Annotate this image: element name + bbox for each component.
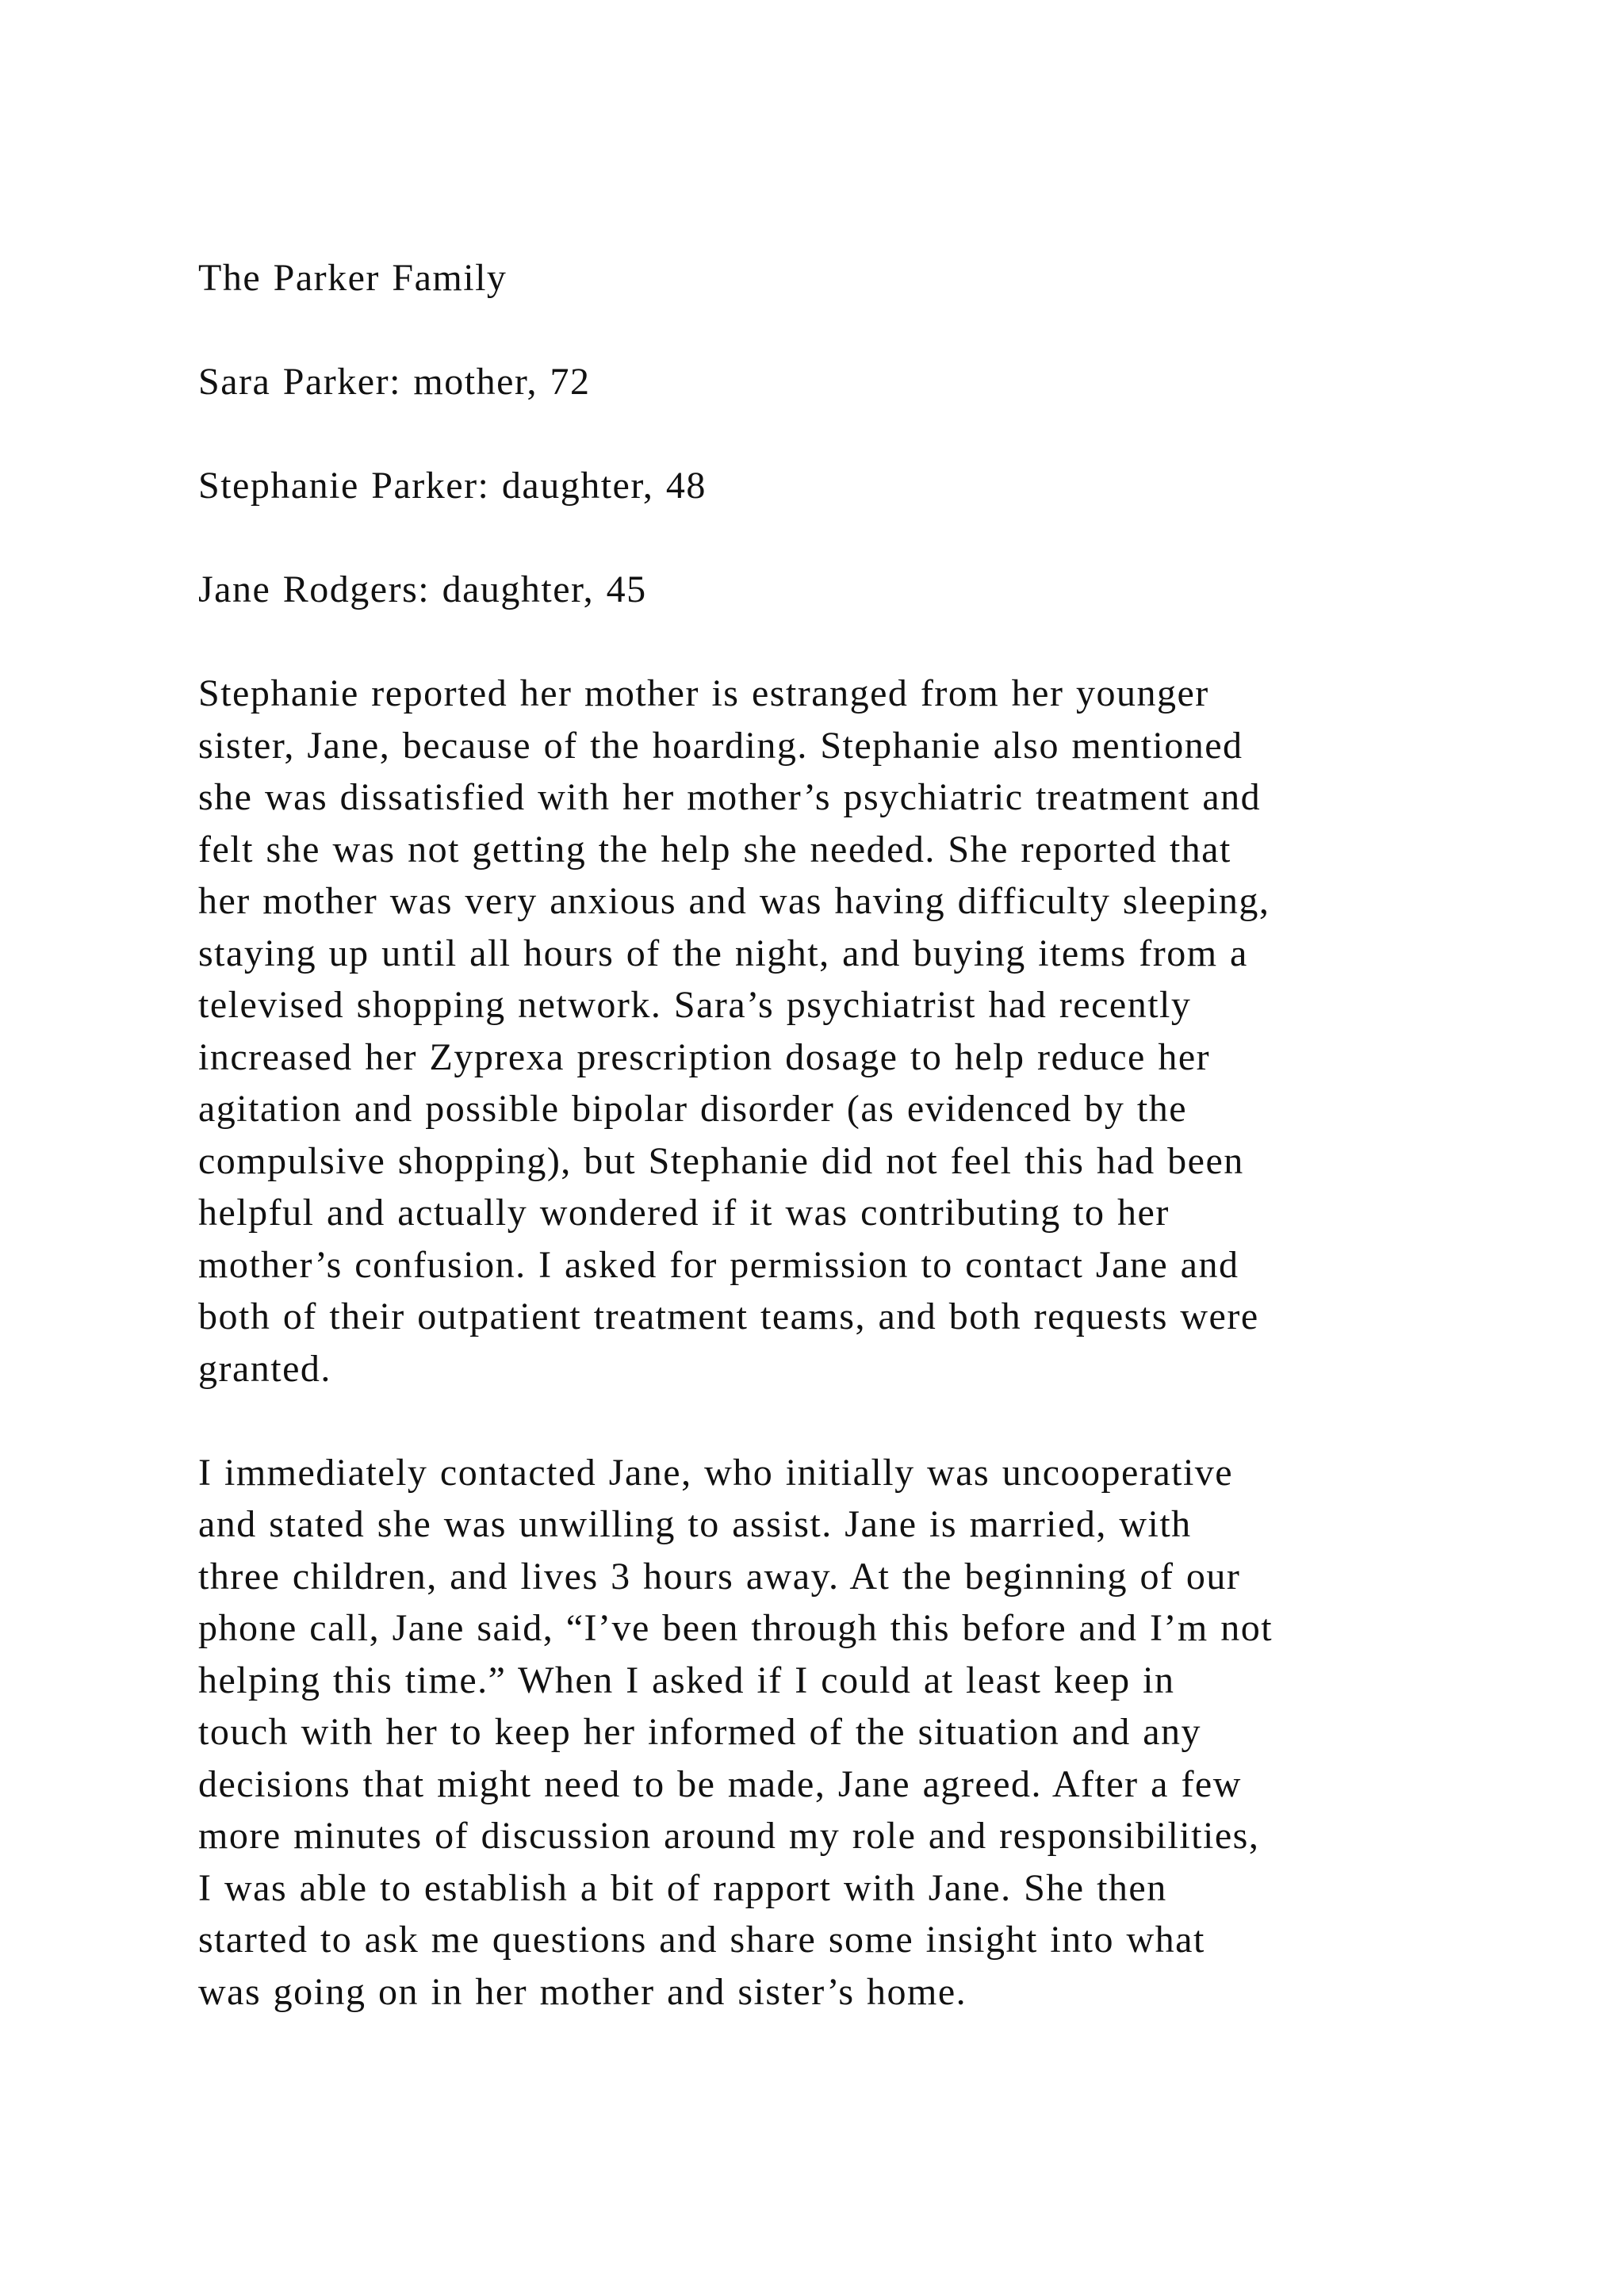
family-member-jane: Jane Rodgers: daughter, 45 bbox=[198, 568, 647, 610]
paragraph-jane-contact bbox=[198, 1447, 1499, 2019]
paragraph-line: Stephanie reported her mother is estranged from her younger bbox=[198, 672, 1209, 714]
paragraph-line: helpful and actually wondered if it was contributing to her bbox=[198, 1192, 1170, 1234]
paragraph-line: started to ask me questions and share some insight into what bbox=[198, 1919, 1205, 1961]
paragraph-line: granted. bbox=[198, 1347, 331, 1390]
paragraph-line: phone call, Jane said, “I’ve been through this before and I’m not bbox=[198, 1607, 1274, 1649]
family-member-sara: Sara Parker: mother, 72 bbox=[198, 361, 591, 403]
paragraph-line: and stated she was unwilling to assist. Jane is married, with bbox=[198, 1503, 1192, 1545]
paragraph-line: she was dissatisfied with her mother’s psychiatric treatment and bbox=[198, 776, 1262, 818]
paragraph-line: her mother was very anxious and was having difficulty sleeping, bbox=[198, 880, 1270, 922]
paragraph-line: three children, and lives 3 hours away. At the beginning of our bbox=[198, 1555, 1241, 1598]
paragraph-line: staying up until all hours of the night, and buying items from a bbox=[198, 932, 1248, 974]
family-member-stephanie: Stephanie Parker: daughter, 48 bbox=[198, 465, 707, 507]
paragraph-line: mother’s confusion. I asked for permission to contact Jane and bbox=[198, 1243, 1239, 1286]
paragraph-line: both of their outpatient treatment teams, and both requests were bbox=[198, 1295, 1259, 1337]
paragraph-line: sister, Jane, because of the hoarding. Stephanie also mentioned bbox=[198, 724, 1243, 767]
paragraph-line: increased her Zyprexa prescription dosage to help reduce her bbox=[198, 1035, 1211, 1078]
paragraph-stephanie-report bbox=[198, 668, 1499, 1395]
paragraph-line: agitation and possible bipolar disorder (as evidenced by the bbox=[198, 1088, 1188, 1130]
document-body bbox=[198, 252, 1499, 2070]
document-title: The Parker Family bbox=[198, 257, 508, 299]
paragraph-line: I was able to establish a bit of rapport with Jane. She then bbox=[198, 1866, 1167, 1909]
paragraph-line: televised shopping network. Sara’s psychiatrist had recently bbox=[198, 984, 1192, 1026]
paragraph-line: felt she was not getting the help she needed. She reported that bbox=[198, 828, 1231, 871]
paragraph-line: compulsive shopping), but Stephanie did not feel this had been bbox=[198, 1139, 1244, 1182]
paragraph-line: decisions that might need to be made, Jane agreed. After a few bbox=[198, 1762, 1242, 1805]
paragraph-line: was going on in her mother and sister’s home. bbox=[198, 1970, 967, 2013]
paragraph-line: helping this time.” When I asked if I could at least keep in bbox=[198, 1659, 1175, 1701]
paragraph-line: I immediately contacted Jane, who initially was uncooperative bbox=[198, 1451, 1234, 1494]
paragraph-line: touch with her to keep her informed of the situation and any bbox=[198, 1711, 1202, 1753]
paragraph-line: more minutes of discussion around my role and responsibilities, bbox=[198, 1815, 1260, 1857]
